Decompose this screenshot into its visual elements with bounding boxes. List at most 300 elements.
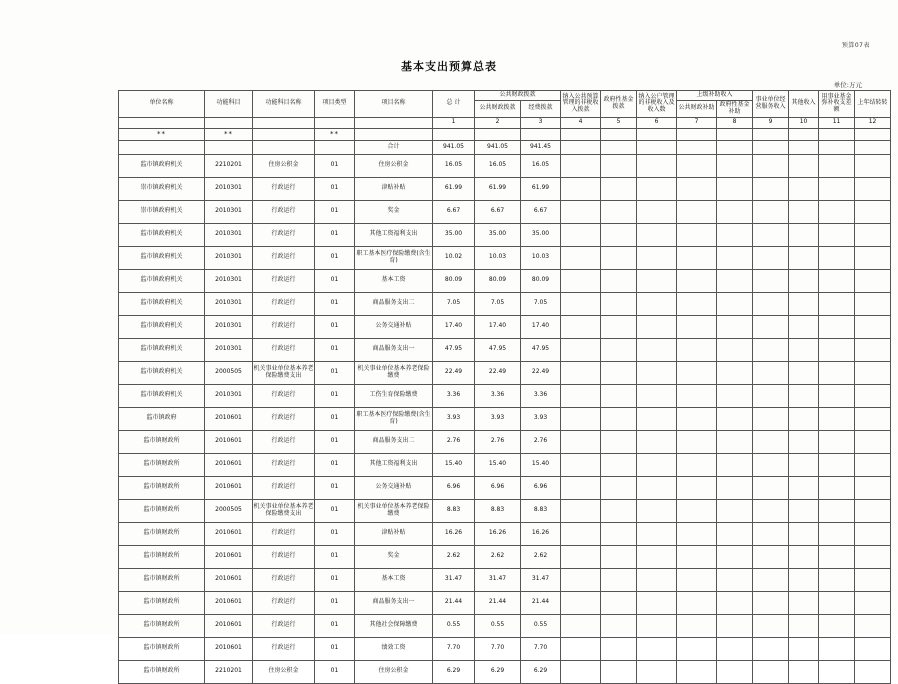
cell-government-fund [601, 177, 637, 200]
cell-function-code: 2210201 [205, 660, 253, 683]
cell-tax-income [637, 522, 677, 545]
colnum-blank-3 [253, 117, 315, 128]
cell-upper-gov-fund [717, 545, 753, 568]
cell-total: 6.29 [433, 660, 475, 683]
table-row [119, 154, 891, 177]
star-cell-14 [753, 128, 789, 140]
cell-project-name: 基本工资 [355, 269, 433, 292]
cell-total: 22.49 [433, 361, 475, 384]
cell-total: 3.36 [433, 384, 475, 407]
col-project-name: 项目名称 [355, 91, 433, 118]
cell-prev-year-balance [819, 407, 855, 430]
cell-special-income [561, 545, 601, 568]
cell-business-income [753, 407, 789, 430]
cell-business-income [753, 361, 789, 384]
cell-other-income [789, 453, 819, 476]
cell-upper-gov-fund [717, 223, 753, 246]
col-last-year-carryover: 上年结转转 [855, 91, 891, 118]
cell-business-income [753, 430, 789, 453]
table-row [119, 338, 891, 361]
cell-last-year-carryover [855, 407, 891, 430]
star-cell-13 [717, 128, 753, 140]
total-blank-9 [717, 140, 753, 154]
col-function-code: 功能科目 [205, 91, 253, 118]
table-row-total [119, 140, 891, 154]
cell-last-year-carryover [855, 637, 891, 660]
table-row [119, 361, 891, 384]
page-title: 基本支出预算总表 [401, 60, 497, 73]
cell-upper-public-subsidy [677, 338, 717, 361]
cell-tax-income [637, 591, 677, 614]
cell-function-name: 行政运行 [253, 177, 315, 200]
cell-upper-public-subsidy [677, 246, 717, 269]
cell-total: 61.99 [433, 177, 475, 200]
cell-unit-name: 监市镇财政所 [119, 591, 205, 614]
cell-tax-income [637, 660, 677, 683]
cell-fund-allocation: 47.95 [521, 338, 561, 361]
cell-last-year-carryover [855, 522, 891, 545]
table-row [119, 269, 891, 292]
cell-prev-year-balance [819, 591, 855, 614]
cell-last-year-carryover [855, 269, 891, 292]
star-cell-4: ** [315, 128, 355, 140]
cell-other-income [789, 637, 819, 660]
cell-total: 0.55 [433, 614, 475, 637]
cell-prev-year-balance [819, 269, 855, 292]
cell-special-income [561, 522, 601, 545]
cell-other-income [789, 476, 819, 499]
cell-function-name: 行政运行 [253, 269, 315, 292]
total-label: 合计 [355, 140, 433, 154]
cell-public-budget: 16.26 [475, 522, 521, 545]
cell-business-income [753, 476, 789, 499]
cell-function-name: 行政运行 [253, 476, 315, 499]
cell-other-income [789, 200, 819, 223]
cell-upper-gov-fund [717, 637, 753, 660]
cell-prev-year-balance [819, 384, 855, 407]
cell-project-name: 住房公积金 [355, 154, 433, 177]
cell-upper-public-subsidy [677, 177, 717, 200]
cell-tax-income [637, 361, 677, 384]
cell-fund-allocation: 3.36 [521, 384, 561, 407]
cell-prev-year-balance [819, 499, 855, 522]
cell-upper-gov-fund [717, 177, 753, 200]
cell-project-type: 01 [315, 269, 355, 292]
cell-government-fund [601, 246, 637, 269]
cell-function-code: 2010301 [205, 315, 253, 338]
cell-fund-allocation: 17.40 [521, 315, 561, 338]
col-total: 总 计 [433, 91, 475, 118]
colnum-2: 2 [475, 117, 521, 128]
colnum-1: 1 [433, 117, 475, 128]
cell-business-income [753, 200, 789, 223]
cell-upper-public-subsidy [677, 384, 717, 407]
cell-project-type: 01 [315, 223, 355, 246]
cell-business-income [753, 522, 789, 545]
cell-function-name: 行政运行 [253, 522, 315, 545]
cell-project-name: 公务交通补贴 [355, 315, 433, 338]
colnum-5: 5 [601, 117, 637, 128]
cell-project-type: 01 [315, 568, 355, 591]
cell-special-income [561, 177, 601, 200]
cell-other-income [789, 269, 819, 292]
cell-special-income [561, 246, 601, 269]
cell-public-budget: 2.76 [475, 430, 521, 453]
cell-upper-gov-fund [717, 315, 753, 338]
cell-function-name: 行政运行 [253, 407, 315, 430]
cell-unit-name: 监市镇财政所 [119, 568, 205, 591]
star-cell-5 [355, 128, 433, 140]
cell-unit-name: 监市镇政府机关 [119, 361, 205, 384]
cell-public-budget: 0.55 [475, 614, 521, 637]
cell-public-budget: 6.96 [475, 476, 521, 499]
cell-function-code: 2000505 [205, 361, 253, 384]
col-project-type: 项目类型 [315, 91, 355, 118]
cell-other-income [789, 361, 819, 384]
cell-project-type: 01 [315, 453, 355, 476]
total-blank-7 [637, 140, 677, 154]
cell-other-income [789, 430, 819, 453]
colnum-6: 6 [637, 117, 677, 128]
col-public-budget-allocation: 公共财政拨款 [475, 100, 521, 117]
cell-function-name: 行政运行 [253, 591, 315, 614]
col-group-public-budget: 公共财政拨款 [475, 91, 561, 101]
table-row [119, 637, 891, 660]
cell-tax-income [637, 637, 677, 660]
cell-upper-public-subsidy [677, 453, 717, 476]
cell-total: 35.00 [433, 223, 475, 246]
cell-upper-gov-fund [717, 407, 753, 430]
cell-function-name: 行政运行 [253, 223, 315, 246]
cell-total: 2.76 [433, 430, 475, 453]
cell-upper-public-subsidy [677, 430, 717, 453]
cell-project-type: 01 [315, 614, 355, 637]
star-cell-16 [819, 128, 855, 140]
cell-project-name: 职工基本医疗保险缴费(含生育) [355, 407, 433, 430]
table-row [119, 200, 891, 223]
cell-business-income [753, 591, 789, 614]
cell-other-income [789, 315, 819, 338]
form-code-label: 预算07表 [841, 42, 870, 49]
cell-project-name: 奖金 [355, 545, 433, 568]
cell-function-code: 2010601 [205, 522, 253, 545]
cell-function-code: 2010601 [205, 614, 253, 637]
cell-upper-public-subsidy [677, 315, 717, 338]
cell-government-fund [601, 407, 637, 430]
cell-project-name: 其他工资福利支出 [355, 223, 433, 246]
cell-prev-year-balance [819, 200, 855, 223]
col-prev-year-balance: 用事业基金弥补收支差额 [819, 91, 855, 118]
cell-upper-public-subsidy [677, 522, 717, 545]
cell-function-code: 2210201 [205, 154, 253, 177]
unit-of-measure-label: 单位:万元 [833, 81, 862, 89]
cell-function-name: 行政运行 [253, 430, 315, 453]
cell-public-budget: 15.40 [475, 453, 521, 476]
cell-unit-name: 监市镇财政所 [119, 430, 205, 453]
cell-government-fund [601, 545, 637, 568]
cell-other-income [789, 499, 819, 522]
cell-tax-income [637, 200, 677, 223]
cell-special-income [561, 338, 601, 361]
cell-last-year-carryover [855, 200, 891, 223]
colnum-blank-2 [205, 117, 253, 128]
cell-project-type: 01 [315, 637, 355, 660]
cell-function-name: 行政运行 [253, 338, 315, 361]
cell-unit-name: 监市镇财政所 [119, 614, 205, 637]
cell-special-income [561, 660, 601, 683]
cell-fund-allocation: 31.47 [521, 568, 561, 591]
cell-prev-year-balance [819, 177, 855, 200]
cell-fund-allocation: 35.00 [521, 223, 561, 246]
cell-tax-income [637, 246, 677, 269]
cell-total: 6.67 [433, 200, 475, 223]
cell-prev-year-balance [819, 292, 855, 315]
cell-total: 2.62 [433, 545, 475, 568]
cell-fund-allocation: 6.29 [521, 660, 561, 683]
cell-project-name: 职工基本医疗保险缴费(含生育) [355, 246, 433, 269]
cell-total: 10.02 [433, 246, 475, 269]
table-row [119, 591, 891, 614]
cell-function-code: 2010601 [205, 407, 253, 430]
col-function-name: 功能科目名称 [253, 91, 315, 118]
cell-project-name: 其他社会保障缴费 [355, 614, 433, 637]
cell-project-type: 01 [315, 246, 355, 269]
cell-last-year-carryover [855, 568, 891, 591]
cell-prev-year-balance [819, 545, 855, 568]
total-value-public: 941.05 [475, 140, 521, 154]
cell-other-income [789, 384, 819, 407]
colnum-9: 9 [753, 117, 789, 128]
cell-other-income [789, 522, 819, 545]
cell-public-budget: 7.05 [475, 292, 521, 315]
cell-other-income [789, 154, 819, 177]
total-value-total: 941.05 [433, 140, 475, 154]
table-row [119, 246, 891, 269]
cell-total: 80.09 [433, 269, 475, 292]
cell-total: 8.83 [433, 499, 475, 522]
cell-total: 6.96 [433, 476, 475, 499]
cell-function-code: 2000505 [205, 499, 253, 522]
cell-government-fund [601, 200, 637, 223]
cell-other-income [789, 246, 819, 269]
cell-function-name: 行政运行 [253, 246, 315, 269]
cell-special-income [561, 407, 601, 430]
cell-project-name: 机关事业单位基本养老保险缴费 [355, 361, 433, 384]
cell-last-year-carryover [855, 660, 891, 683]
cell-public-budget: 8.83 [475, 499, 521, 522]
cell-last-year-carryover [855, 338, 891, 361]
cell-fund-allocation: 2.62 [521, 545, 561, 568]
cell-project-name: 商品服务支出一 [355, 338, 433, 361]
cell-special-income [561, 499, 601, 522]
star-cell-7 [475, 128, 521, 140]
cell-function-code: 2010601 [205, 545, 253, 568]
cell-prev-year-balance [819, 223, 855, 246]
cell-prev-year-balance [819, 361, 855, 384]
cell-function-name: 机关事业单位基本养老保险缴费支出 [253, 361, 315, 384]
cell-last-year-carryover [855, 545, 891, 568]
cell-upper-gov-fund [717, 384, 753, 407]
cell-prev-year-balance [819, 246, 855, 269]
cell-government-fund [601, 499, 637, 522]
cell-public-budget: 6.29 [475, 660, 521, 683]
cell-function-code: 2010301 [205, 223, 253, 246]
cell-special-income [561, 476, 601, 499]
total-blank-2 [205, 140, 253, 154]
cell-other-income [789, 660, 819, 683]
cell-project-type: 01 [315, 545, 355, 568]
cell-special-income [561, 430, 601, 453]
cell-special-income [561, 568, 601, 591]
cell-special-income [561, 453, 601, 476]
table-body [119, 128, 891, 683]
cell-last-year-carryover [855, 384, 891, 407]
cell-function-name: 行政运行 [253, 637, 315, 660]
cell-upper-gov-fund [717, 154, 753, 177]
cell-project-type: 01 [315, 384, 355, 407]
cell-function-code: 2010601 [205, 637, 253, 660]
cell-function-code: 2010601 [205, 453, 253, 476]
cell-last-year-carryover [855, 177, 891, 200]
cell-upper-gov-fund [717, 499, 753, 522]
cell-tax-income [637, 315, 677, 338]
cell-unit-name: 监市镇财政所 [119, 453, 205, 476]
cell-project-type: 01 [315, 200, 355, 223]
cell-special-income [561, 591, 601, 614]
cell-fund-allocation: 6.67 [521, 200, 561, 223]
cell-other-income [789, 407, 819, 430]
cell-upper-public-subsidy [677, 545, 717, 568]
colnum-blank-5 [355, 117, 433, 128]
cell-total: 7.70 [433, 637, 475, 660]
cell-business-income [753, 384, 789, 407]
cell-upper-public-subsidy [677, 223, 717, 246]
col-upper-gov-fund: 政府性基金补助 [717, 100, 753, 117]
cell-prev-year-balance [819, 315, 855, 338]
colnum-7: 7 [677, 117, 717, 128]
cell-business-income [753, 499, 789, 522]
cell-upper-gov-fund [717, 568, 753, 591]
cell-function-code: 2010301 [205, 384, 253, 407]
table-row [119, 522, 891, 545]
cell-unit-name: 监市镇政府机关 [119, 154, 205, 177]
star-cell-9 [561, 128, 601, 140]
cell-unit-name: 监市镇政府机关 [119, 269, 205, 292]
cell-function-name: 行政运行 [253, 545, 315, 568]
cell-last-year-carryover [855, 315, 891, 338]
cell-public-budget: 10.03 [475, 246, 521, 269]
col-tax-income: 纳入公户管理的非税收入及收入数 [637, 91, 677, 118]
cell-special-income [561, 637, 601, 660]
cell-business-income [753, 154, 789, 177]
cell-project-name: 住房公积金 [355, 660, 433, 683]
cell-project-name: 津贴补贴 [355, 177, 433, 200]
cell-project-type: 01 [315, 522, 355, 545]
cell-public-budget: 22.49 [475, 361, 521, 384]
cell-project-type: 01 [315, 292, 355, 315]
star-cell-2: ** [205, 128, 253, 140]
table-row [119, 384, 891, 407]
star-cell-3 [253, 128, 315, 140]
cell-government-fund [601, 154, 637, 177]
cell-fund-allocation: 15.40 [521, 453, 561, 476]
cell-government-fund [601, 591, 637, 614]
cell-function-name: 住房公积金 [253, 660, 315, 683]
star-cell-12 [677, 128, 717, 140]
cell-total: 31.47 [433, 568, 475, 591]
cell-public-budget: 31.47 [475, 568, 521, 591]
cell-upper-public-subsidy [677, 292, 717, 315]
cell-upper-public-subsidy [677, 407, 717, 430]
cell-public-budget: 7.70 [475, 637, 521, 660]
cell-function-name: 行政运行 [253, 384, 315, 407]
cell-government-fund [601, 315, 637, 338]
cell-public-budget: 16.05 [475, 154, 521, 177]
cell-upper-public-subsidy [677, 499, 717, 522]
total-value-fund: 941.45 [521, 140, 561, 154]
cell-upper-gov-fund [717, 292, 753, 315]
cell-project-name: 商品服务支出二 [355, 292, 433, 315]
cell-function-code: 2010301 [205, 338, 253, 361]
cell-special-income [561, 384, 601, 407]
table-row [119, 407, 891, 430]
cell-tax-income [637, 568, 677, 591]
cell-function-name: 住房公积金 [253, 154, 315, 177]
cell-project-type: 01 [315, 315, 355, 338]
star-cell-1: ** [119, 128, 205, 140]
cell-last-year-carryover [855, 292, 891, 315]
cell-other-income [789, 223, 819, 246]
cell-public-budget: 3.93 [475, 407, 521, 430]
cell-tax-income [637, 223, 677, 246]
table-column-number-row [119, 117, 891, 128]
cell-project-name: 商品服务支出二 [355, 430, 433, 453]
cell-project-type: 01 [315, 177, 355, 200]
cell-tax-income [637, 338, 677, 361]
total-blank-11 [789, 140, 819, 154]
cell-upper-gov-fund [717, 591, 753, 614]
cell-government-fund [601, 522, 637, 545]
total-blank-12 [819, 140, 855, 154]
col-special-income: 纳入公共预算管理的非税收入拨款 [561, 91, 601, 118]
cell-unit-name: 监市镇政府机关 [119, 315, 205, 338]
cell-upper-public-subsidy [677, 591, 717, 614]
cell-special-income [561, 269, 601, 292]
cell-special-income [561, 361, 601, 384]
cell-project-name: 其他工资福利支出 [355, 453, 433, 476]
cell-special-income [561, 223, 601, 246]
cell-unit-name: 监市镇财政所 [119, 499, 205, 522]
cell-public-budget: 80.09 [475, 269, 521, 292]
star-cell-11 [637, 128, 677, 140]
cell-unit-name: 监市镇财政所 [119, 660, 205, 683]
cell-public-budget: 3.36 [475, 384, 521, 407]
total-blank-5 [561, 140, 601, 154]
cell-business-income [753, 637, 789, 660]
cell-public-budget: 61.99 [475, 177, 521, 200]
cell-fund-allocation: 80.09 [521, 269, 561, 292]
cell-prev-year-balance [819, 338, 855, 361]
cell-upper-public-subsidy [677, 269, 717, 292]
cell-fund-allocation: 21.44 [521, 591, 561, 614]
cell-project-type: 01 [315, 407, 355, 430]
cell-tax-income [637, 177, 677, 200]
cell-last-year-carryover [855, 361, 891, 384]
cell-function-code: 2010301 [205, 246, 253, 269]
total-blank-3 [253, 140, 315, 154]
cell-fund-allocation: 7.70 [521, 637, 561, 660]
cell-total: 7.05 [433, 292, 475, 315]
